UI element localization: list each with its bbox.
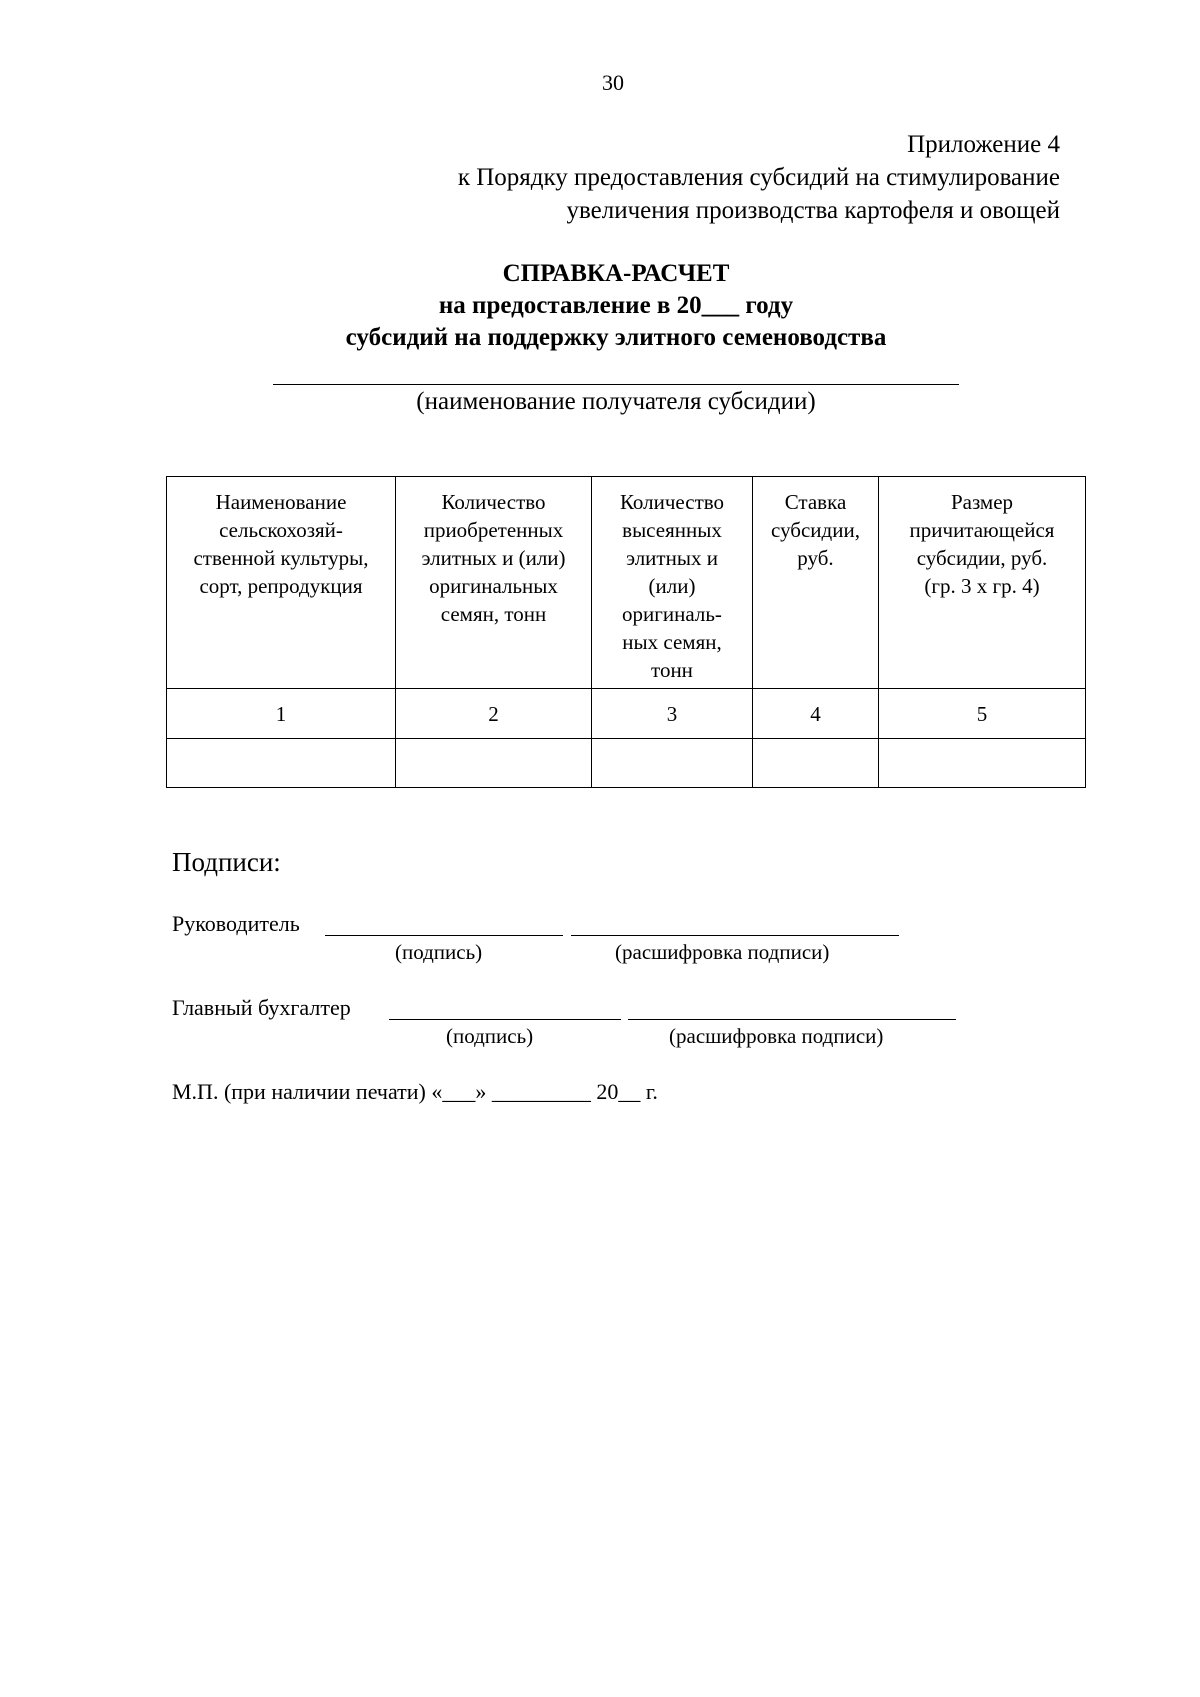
header-text: причитающейся bbox=[909, 518, 1055, 542]
header-text: (гр. 3 х гр. 4) bbox=[924, 574, 1040, 598]
title-line-2: на предоставление в 20___ году bbox=[438, 292, 794, 319]
header-text: сорт, репродукция bbox=[199, 574, 363, 598]
header-text: приобретенных bbox=[423, 518, 564, 542]
director-label: Руководитель bbox=[172, 911, 300, 936]
calculation-table bbox=[166, 476, 1086, 788]
table-data-row bbox=[167, 739, 1086, 788]
table-cell bbox=[396, 739, 592, 788]
title-line-1: СПРАВКА-РАСЧЕТ bbox=[502, 260, 730, 287]
header-crop-name bbox=[167, 477, 396, 689]
page-number: 30 bbox=[602, 70, 624, 95]
table-header-row bbox=[167, 477, 1086, 689]
appendix-reference-line2: увеличения производства картофеля и овощей bbox=[566, 197, 1060, 224]
recipient-name-line bbox=[273, 384, 959, 385]
appendix-reference-line1: к Порядку предоставления субсидий на стимулирование bbox=[457, 164, 1060, 191]
header-text: Наименование bbox=[215, 490, 347, 514]
column-number-row bbox=[167, 689, 1086, 739]
header-subsidy-amount bbox=[879, 477, 1086, 689]
header-text: субсидии, bbox=[771, 518, 860, 542]
header-text: (или) bbox=[648, 574, 696, 598]
header-text: субсидии, руб. bbox=[916, 546, 1048, 570]
header-text: ных семян, bbox=[622, 630, 722, 654]
table-cell bbox=[753, 739, 879, 788]
header-purchased-seeds bbox=[396, 477, 592, 689]
director-signature-line bbox=[325, 935, 563, 936]
header-text: высеянных bbox=[622, 518, 722, 542]
recipient-caption: (наименование получателя субсидии) bbox=[416, 388, 816, 415]
accountant-label: Главный бухгалтер bbox=[172, 995, 351, 1020]
accountant-decoding-line bbox=[628, 1019, 956, 1020]
header-text: Количество bbox=[619, 490, 725, 514]
document-title bbox=[0, 258, 1200, 354]
header-text: Размер bbox=[950, 490, 1014, 514]
header-sown-seeds bbox=[592, 477, 753, 689]
director-signature-caption: (подпись) bbox=[395, 940, 483, 964]
accountant-signature-line bbox=[389, 1019, 621, 1020]
header-text: оригинальных bbox=[429, 574, 558, 598]
table-cell bbox=[167, 739, 396, 788]
column-number: 4 bbox=[753, 689, 879, 739]
header-text: оригиналь- bbox=[622, 602, 722, 626]
director-decoding-caption: (расшифровка подписи) bbox=[615, 940, 830, 964]
table-cell bbox=[879, 739, 1086, 788]
header-text: элитных и (или) bbox=[421, 546, 566, 570]
header-text: тонн bbox=[651, 658, 693, 682]
header-text: сельскохозяй- bbox=[219, 518, 343, 542]
title-line-3: субсидий на поддержку элитного семеноводства bbox=[345, 324, 887, 351]
table-cell bbox=[592, 739, 753, 788]
accountant-decoding-caption: (расшифровка подписи) bbox=[669, 1024, 884, 1048]
header-text: Количество bbox=[441, 490, 546, 514]
header-subsidy-rate bbox=[753, 477, 879, 689]
column-number: 3 bbox=[592, 689, 753, 739]
director-decoding-line bbox=[571, 935, 899, 936]
header-text: семян, тонн bbox=[440, 602, 547, 626]
stamp-date-line: М.П. (при наличии печати) «___» _________ 20__ г. bbox=[172, 1079, 658, 1104]
column-number: 1 bbox=[167, 689, 396, 739]
column-number: 5 bbox=[879, 689, 1086, 739]
accountant-signature-caption: (подпись) bbox=[446, 1024, 534, 1048]
appendix-title: Приложение 4 bbox=[907, 131, 1060, 158]
header-text: элитных и bbox=[626, 546, 718, 570]
header-text: руб. bbox=[797, 546, 834, 570]
column-number: 2 bbox=[396, 689, 592, 739]
appendix-header bbox=[458, 128, 1060, 227]
signatures-title: Подписи: bbox=[172, 847, 281, 877]
header-text: Ставка bbox=[784, 490, 847, 514]
header-text: ственной культуры, bbox=[193, 546, 369, 570]
